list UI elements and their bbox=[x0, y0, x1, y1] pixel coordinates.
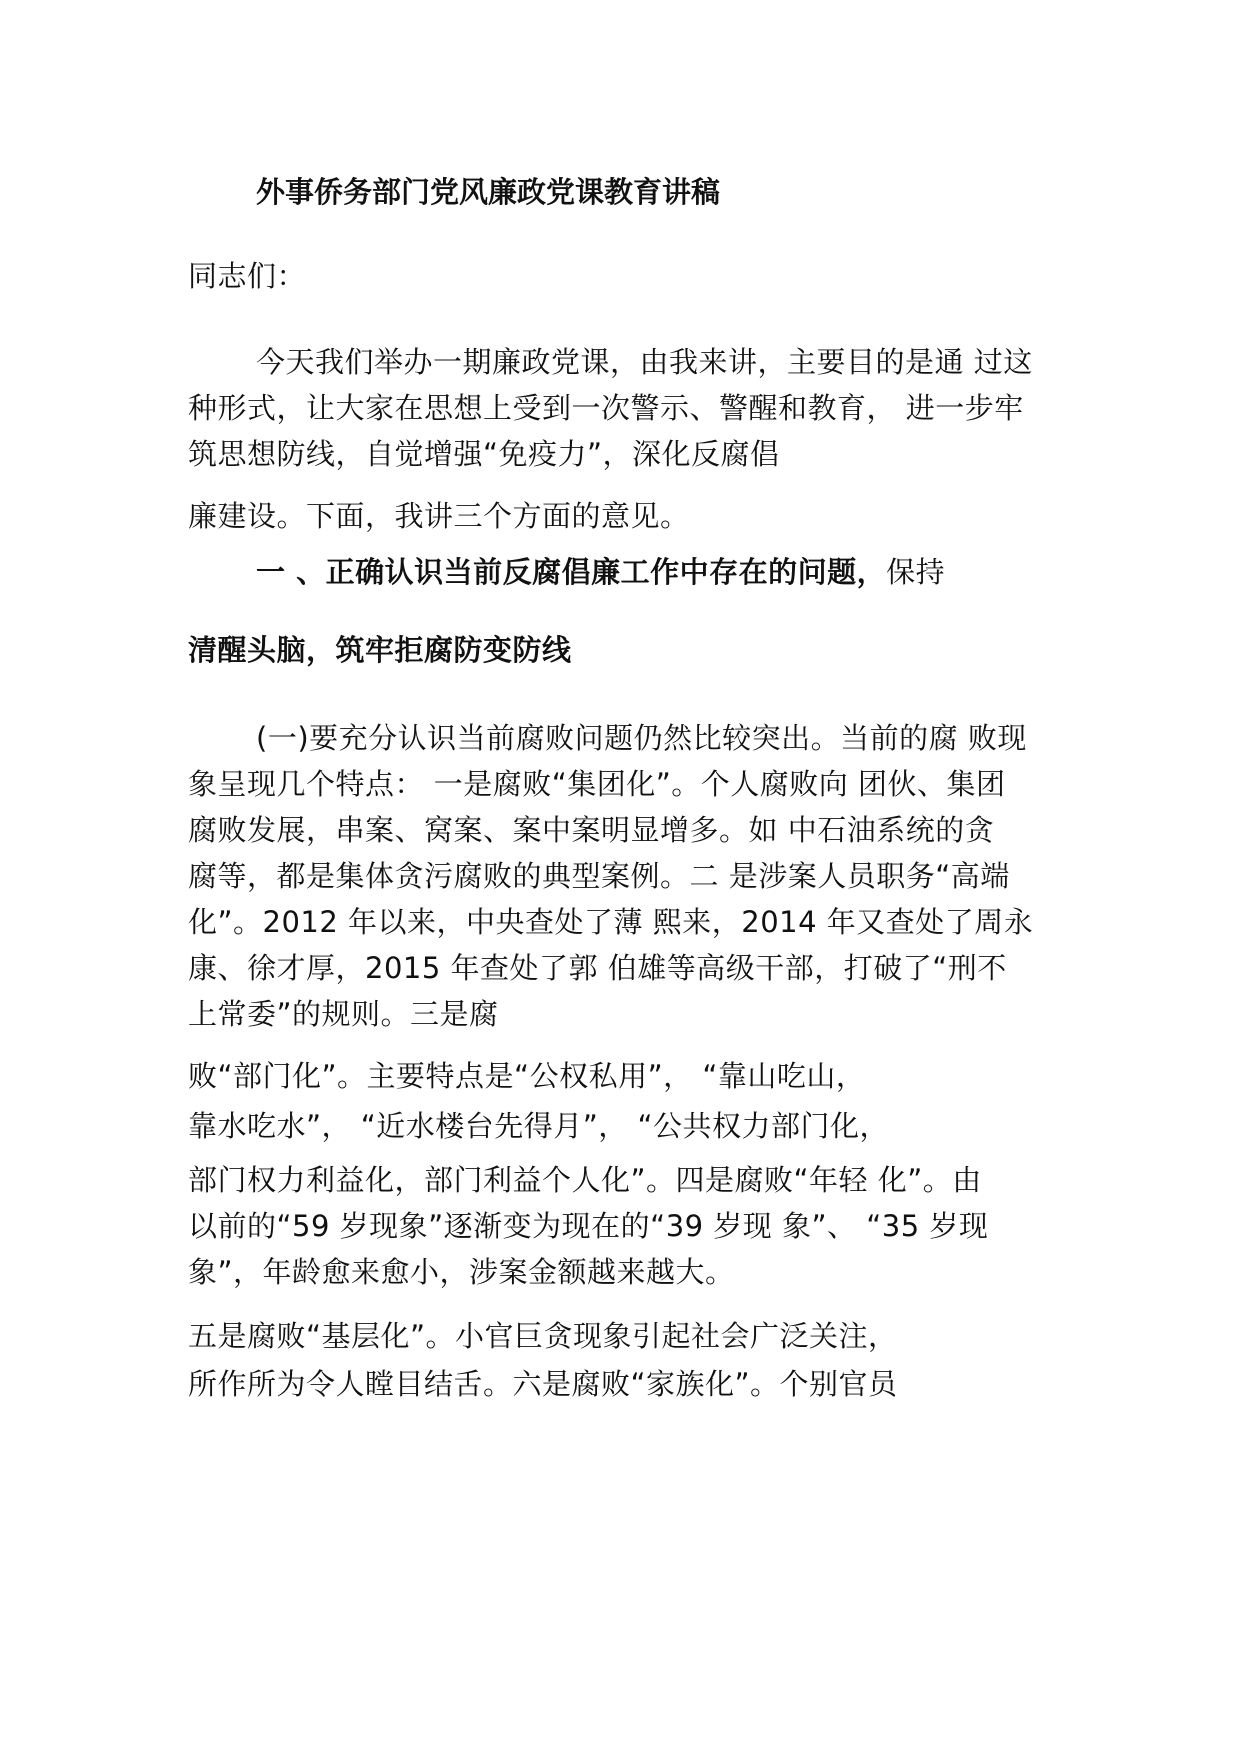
para3-line-1: 五是腐败“基层化”。小官巨贪现象引起社会广泛关注， bbox=[188, 1319, 898, 1353]
section-1-heading-tail: 保持 bbox=[886, 555, 946, 589]
intro-line-2: 种形式，让大家在思想上受到一次警示、警醒和教育， 进一步牢 bbox=[188, 391, 1024, 425]
para2-line-5: 象”，年龄愈来愈小，涉案金额越来越大。 bbox=[188, 1255, 735, 1289]
para1-line-3: 腐败发展，串案、窝案、案中案明显增多。如 中石油系统的贪 bbox=[188, 813, 995, 847]
document-title: 外事侨务部门党风廉政党课教育讲稿 bbox=[256, 175, 721, 209]
para1-line-4: 腐等，都是集体贪污腐败的典型案例。二 是涉案人员职务“高端 bbox=[188, 859, 1010, 893]
para1-line-6: 康、徐才厚，2015 年查处了郭 伯雄等高级干部，打破了“刑不 bbox=[188, 951, 1007, 985]
section-1-heading bbox=[256, 552, 945, 592]
para2-line-2: 靠水吃水”， “近水楼台先得月”， “公共权力部门化， bbox=[188, 1109, 890, 1143]
para2-line-1: 败“部门化”。主要特点是“公权私用”， “靠山吃山， bbox=[188, 1059, 866, 1093]
para2-line-4: 以前的“59 岁现象”逐渐变为现在的“39 岁现 象”、 “35 岁现 bbox=[188, 1209, 989, 1243]
para2-line-3: 部门权力利益化，部门利益个人化”。四是腐败“年轻 化”。由 bbox=[188, 1163, 982, 1197]
intro-line-4: 廉建设。下面，我讲三个方面的意见。 bbox=[188, 499, 690, 533]
section-1-heading-line-2: 清醒头脑，筑牢拒腐防变防线 bbox=[188, 633, 572, 667]
para1-line-2: 象呈现几个特点： 一是腐败“集团化”。个人腐败向 团伙、集团 bbox=[188, 767, 1006, 801]
intro-line-1: 今天我们举办一期廉政党课，由我来讲，主要目的是通 过这 bbox=[256, 345, 1033, 379]
para1-line-7: 上常委”的规则。三是腐 bbox=[188, 997, 499, 1031]
para3-line-2: 所作所为令人瞠目结舌。六是腐败“家族化”。个别官员 bbox=[188, 1367, 898, 1401]
greeting: 同志们： bbox=[188, 259, 307, 293]
para1-line-1: (一)要充分认识当前腐败问题仍然比较突出。当前的腐 败现 bbox=[256, 721, 1027, 755]
section-1-heading-bold: 一 、正确认识当前反腐倡廉工作中存在的问题， bbox=[256, 555, 887, 589]
para1-line-5: 化”。2012 年以来，中央查处了薄 熙来，2014 年又查处了周永 bbox=[188, 905, 1034, 939]
intro-line-3: 筑思想防线，自觉增强“免疫力”，深化反腐倡 bbox=[188, 437, 780, 471]
